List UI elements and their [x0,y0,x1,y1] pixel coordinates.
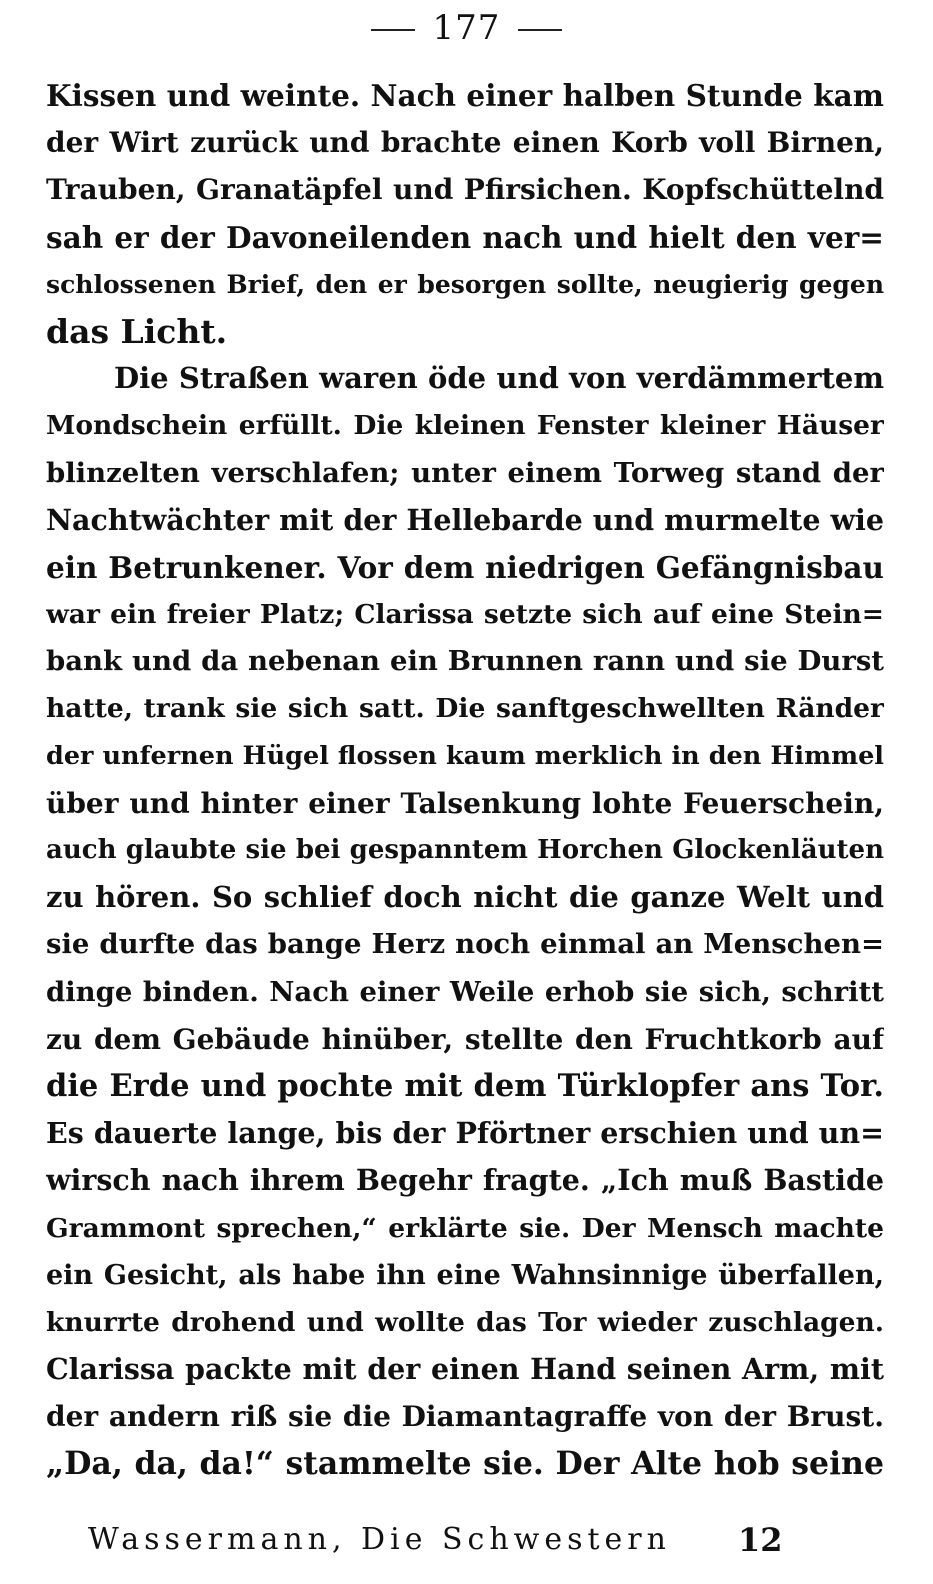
text-line: knurrte drohend und wollte das Tor wieder zuschlagen. [46,1306,884,1338]
text-line: zu hören. So schlief doch nicht die ganze Welt und [46,880,884,915]
header-dash-right [518,29,562,31]
text-line: der unfernen Hügel flossen kaum merklich in den Himmel [46,740,884,771]
text-line: blinzelten verschlafen; unter einem Torweg stand der [46,456,884,489]
text-line: die Erde und pochte mit dem Türklopfer ans Tor. [46,1067,884,1104]
page-header [0,6,933,50]
text-line: war ein freier Platz; Clarissa setzte sich auf eine Stein= [46,599,884,631]
text-line: das Licht. [46,311,228,351]
text-line: Grammont sprechen,“ erklärte sie. Der Mensch machte [46,1212,884,1244]
text-line: Trauben, Granatäpfel und Pfirsichen. Kopfschüttelnd [46,173,884,207]
header-dash-left [371,29,415,31]
page-footer [88,1518,788,1562]
text-line: ein Gesicht, als habe ihn eine Wahnsinnige überfallen, [46,1259,884,1291]
text-line: auch glaubte sie bei gespanntem Horchen Glockenläuten [46,835,884,865]
paragraph-start-line: Die Straßen waren öde und von verdämmertem [114,361,884,396]
text-line: ein Betrunkener. Vor dem niedrigen Gefängnisbau [46,549,884,585]
text-line: hatte, trank sie sich satt. Die sanftgeschwellten Ränder [46,693,884,725]
text-line: sah er der Davoneilenden nach und hielt den ver= [46,219,884,255]
body-text [46,72,884,1488]
text-line: schlossenen Brief, den er besorgen sollte, neugierig gegen [46,269,884,299]
text-line: der Wirt zurück und brachte einen Korb voll Birnen, [46,126,884,160]
page-number: 177 [432,8,501,48]
text-line: dinge binden. Nach einer Weile erhob sie sich, schritt [46,975,884,1008]
text-line: wirsch nach ihrem Begehr fragte. „Ich muß Bastide [46,1163,884,1198]
text-line: über und hinter einer Talsenkung lohte Feuerschein, [46,786,884,820]
signature-title: Wassermann, Die Schwestern [88,1522,671,1557]
text-line: Clarissa packte mit der einen Hand seinen Arm, mit [46,1352,884,1387]
text-line: Mondschein erfüllt. Die kleinen Fenster kleiner Häuser [46,410,884,442]
text-line: bank und da nebenan ein Brunnen rann und sie Durst [46,645,884,678]
text-line: zu dem Gebäude hinüber, stellte den Fruchtkorb auf [46,1022,884,1056]
text-line: sie durfte das bange Herz noch einmal an Menschen= [46,928,884,961]
text-line: Kissen und weinte. Nach einer halben Stunde kam [46,78,884,113]
text-line: der andern riß sie die Diamantagraffe von der Brust. [46,1400,884,1434]
signature-number: 12 [738,1521,783,1559]
text-line: Nachtwächter mit der Hellebarde und murmelte wie [46,502,884,537]
text-line: „Da, da, da!“ stammelte sie. Der Alte hob seine [46,1445,884,1483]
text-line: Es dauerte lange, bis der Pförtner erschien und un= [46,1116,884,1151]
